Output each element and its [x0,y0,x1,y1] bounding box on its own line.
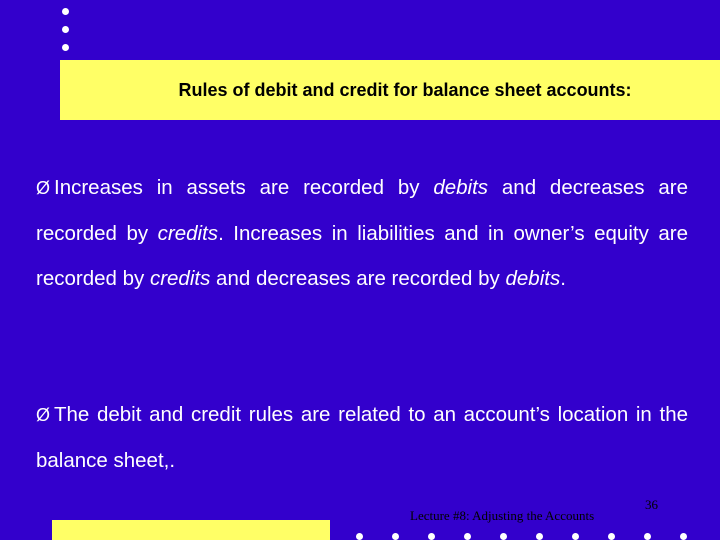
decorative-dot [392,533,399,540]
emphasis-text: debits [433,176,489,199]
title-box [60,60,720,120]
bottom-accent-bar [52,520,330,540]
arrow-bullet-icon: Ø [36,405,51,425]
bullet-text: and decreases are recorded by [36,176,688,245]
decorative-dot [536,533,543,540]
page-number: 36 [645,497,658,512]
bullet-item [36,165,688,301]
bullet-item [36,392,688,483]
decorative-dot [680,533,687,540]
decorative-dot [62,26,69,33]
bullet-text: . Increases in liabilities and in owner’s equity are recorded by [36,222,689,290]
bullet-text: The debit and credit rules are related to an account’s location in the balance sheet,. [36,403,688,472]
slide-title: Rules of debit and credit for balance sheet accounts: [178,79,632,100]
arrow-bullet-icon: Ø [36,178,51,198]
decorative-dot [500,533,507,540]
bullet-text: and decreases are recorded by [210,267,506,290]
decorative-dot [428,533,435,540]
decorative-dot [464,533,471,540]
decorative-dot [62,44,69,51]
decorative-dot [608,533,615,540]
decorative-dot [62,8,69,15]
emphasis-text: credits [149,267,211,290]
decorative-dot [356,533,363,540]
emphasis-text: debits [505,267,561,290]
emphasis-text: credits [157,222,219,245]
bullet-text: Increases in assets are recorded by [54,176,434,199]
slide-footer: Lecture #8: Adjusting the Accounts [410,508,595,523]
bullet-text: . [560,267,566,290]
decorative-dot [644,533,651,540]
decorative-dot [572,533,579,540]
